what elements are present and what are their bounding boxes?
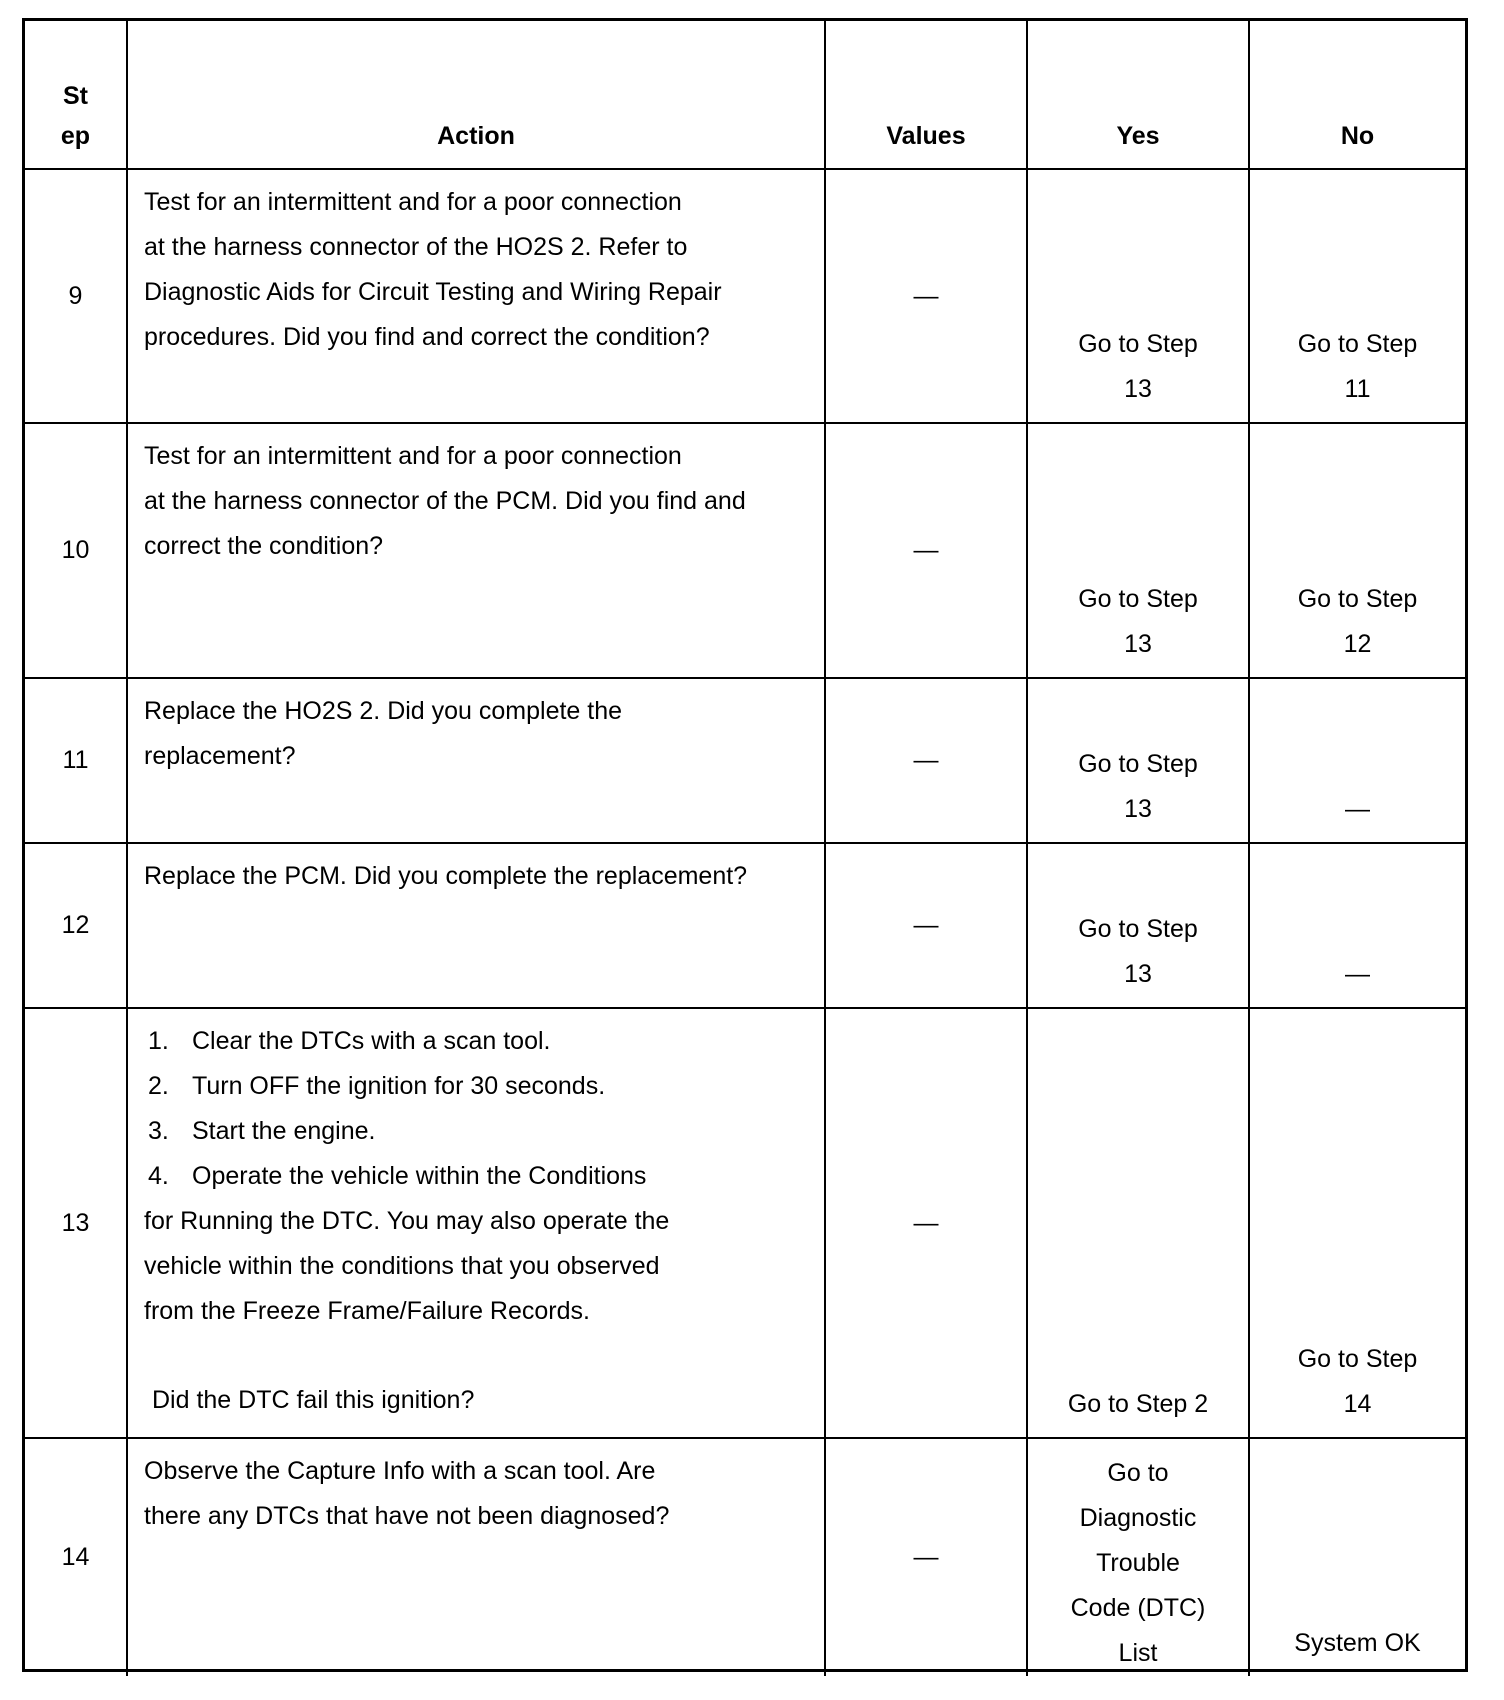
values-cell: —	[826, 679, 1028, 844]
list-item-number: 3.	[148, 1117, 169, 1145]
list-item-text: Clear the DTCs with a scan tool.	[192, 1027, 551, 1055]
list-item	[144, 1109, 816, 1154]
action-cell	[128, 844, 826, 1009]
yes-cell	[1028, 1439, 1250, 1676]
action-line: vehicle within the conditions that you observed	[144, 1252, 660, 1280]
header-action: Action	[128, 21, 826, 170]
no-cell	[1250, 1439, 1465, 1676]
no-line: —	[1345, 960, 1370, 988]
action-line: at the harness connector of the HO2S 2. Refer to	[144, 233, 688, 261]
values-cell: —	[826, 1439, 1028, 1676]
values-cell: —	[826, 170, 1028, 424]
no-line: 14	[1343, 1390, 1372, 1418]
yes-line: Go to	[1107, 1459, 1169, 1487]
step-number: 10	[25, 424, 128, 679]
action-cell	[128, 170, 826, 424]
header-step-line: ep	[60, 122, 91, 150]
action-line: Diagnostic Aids for Circuit Testing and Wiring Repair	[144, 278, 722, 306]
yes-line: Go to Step 2	[1067, 1390, 1209, 1418]
no-cell	[1250, 844, 1465, 1009]
values-cell: —	[826, 424, 1028, 679]
step-number: 14	[25, 1439, 128, 1676]
step-number: 12	[25, 844, 128, 1009]
diagnostic-steps-table	[22, 18, 1468, 1672]
yes-cell	[1028, 424, 1250, 679]
no-line: Go to Step	[1297, 330, 1418, 358]
yes-line: Go to Step	[1078, 330, 1198, 358]
list-item-text: Turn OFF the ignition for 30 seconds.	[192, 1072, 606, 1100]
yes-line: 13	[1124, 795, 1152, 823]
action-numbered-list	[144, 1019, 816, 1199]
yes-line: Diagnostic	[1079, 1504, 1197, 1532]
no-cell	[1250, 170, 1465, 424]
header-step-line: St	[63, 82, 88, 110]
action-line: replacement?	[144, 742, 296, 770]
list-item-text: Operate the vehicle within the Conditions	[192, 1162, 647, 1190]
spacer	[144, 1334, 816, 1378]
action-cell	[128, 679, 826, 844]
action-line: for Running the DTC. You may also operate the	[144, 1207, 670, 1235]
no-line: System OK	[1294, 1629, 1421, 1657]
no-line: Go to Step	[1297, 585, 1418, 613]
action-line: from the Freeze Frame/Failure Records.	[144, 1297, 590, 1325]
header-step	[25, 21, 128, 170]
action-question: Did the DTC fail this ignition?	[152, 1386, 475, 1414]
yes-line: List	[1118, 1639, 1158, 1667]
no-cell	[1250, 424, 1465, 679]
yes-line: Trouble	[1096, 1549, 1180, 1577]
yes-cell	[1028, 170, 1250, 424]
action-cell	[128, 424, 826, 679]
list-item	[144, 1154, 816, 1199]
yes-line: Go to Step	[1078, 750, 1198, 778]
list-item-number: 1.	[148, 1027, 169, 1055]
list-item	[144, 1019, 816, 1064]
action-line: Replace the PCM. Did you complete the replacement?	[144, 862, 748, 890]
header-yes: Yes	[1028, 21, 1250, 170]
action-line: procedures. Did you find and correct the condition?	[144, 323, 710, 351]
step-number: 11	[25, 679, 128, 844]
no-line: 12	[1343, 630, 1372, 658]
header-no: No	[1250, 21, 1465, 170]
list-item-text: Start the engine.	[192, 1117, 376, 1145]
action-line: Test for an intermittent and for a poor connection	[144, 442, 682, 470]
action-line: Replace the HO2S 2. Did you complete the	[144, 697, 623, 725]
action-line: Test for an intermittent and for a poor connection	[144, 188, 682, 216]
yes-line: 13	[1124, 960, 1152, 988]
yes-line: Go to Step	[1078, 915, 1198, 943]
list-item-number: 2.	[148, 1072, 169, 1100]
yes-line: Go to Step	[1078, 585, 1198, 613]
no-cell	[1250, 1009, 1465, 1439]
step-number: 13	[25, 1009, 128, 1439]
list-item-number: 4.	[148, 1162, 169, 1190]
yes-line: 13	[1124, 630, 1152, 658]
no-line: Go to Step	[1297, 1345, 1418, 1373]
no-line: —	[1345, 795, 1370, 823]
yes-line: Code (DTC)	[1070, 1594, 1206, 1622]
values-cell: —	[826, 844, 1028, 1009]
yes-line: 13	[1124, 375, 1152, 403]
yes-cell	[1028, 1009, 1250, 1439]
list-item	[144, 1064, 816, 1109]
action-line: correct the condition?	[144, 532, 384, 560]
no-cell	[1250, 679, 1465, 844]
no-line: 11	[1344, 375, 1371, 403]
header-values: Values	[826, 21, 1028, 170]
values-cell: —	[826, 1009, 1028, 1439]
action-line: Observe the Capture Info with a scan tool. Are	[144, 1457, 656, 1485]
action-cell	[128, 1439, 826, 1676]
action-line: there any DTCs that have not been diagnosed?	[144, 1502, 670, 1530]
action-line: at the harness connector of the PCM. Did you find and	[144, 487, 746, 515]
action-cell	[128, 1009, 826, 1439]
step-number: 9	[25, 170, 128, 424]
yes-cell	[1028, 679, 1250, 844]
yes-cell	[1028, 844, 1250, 1009]
